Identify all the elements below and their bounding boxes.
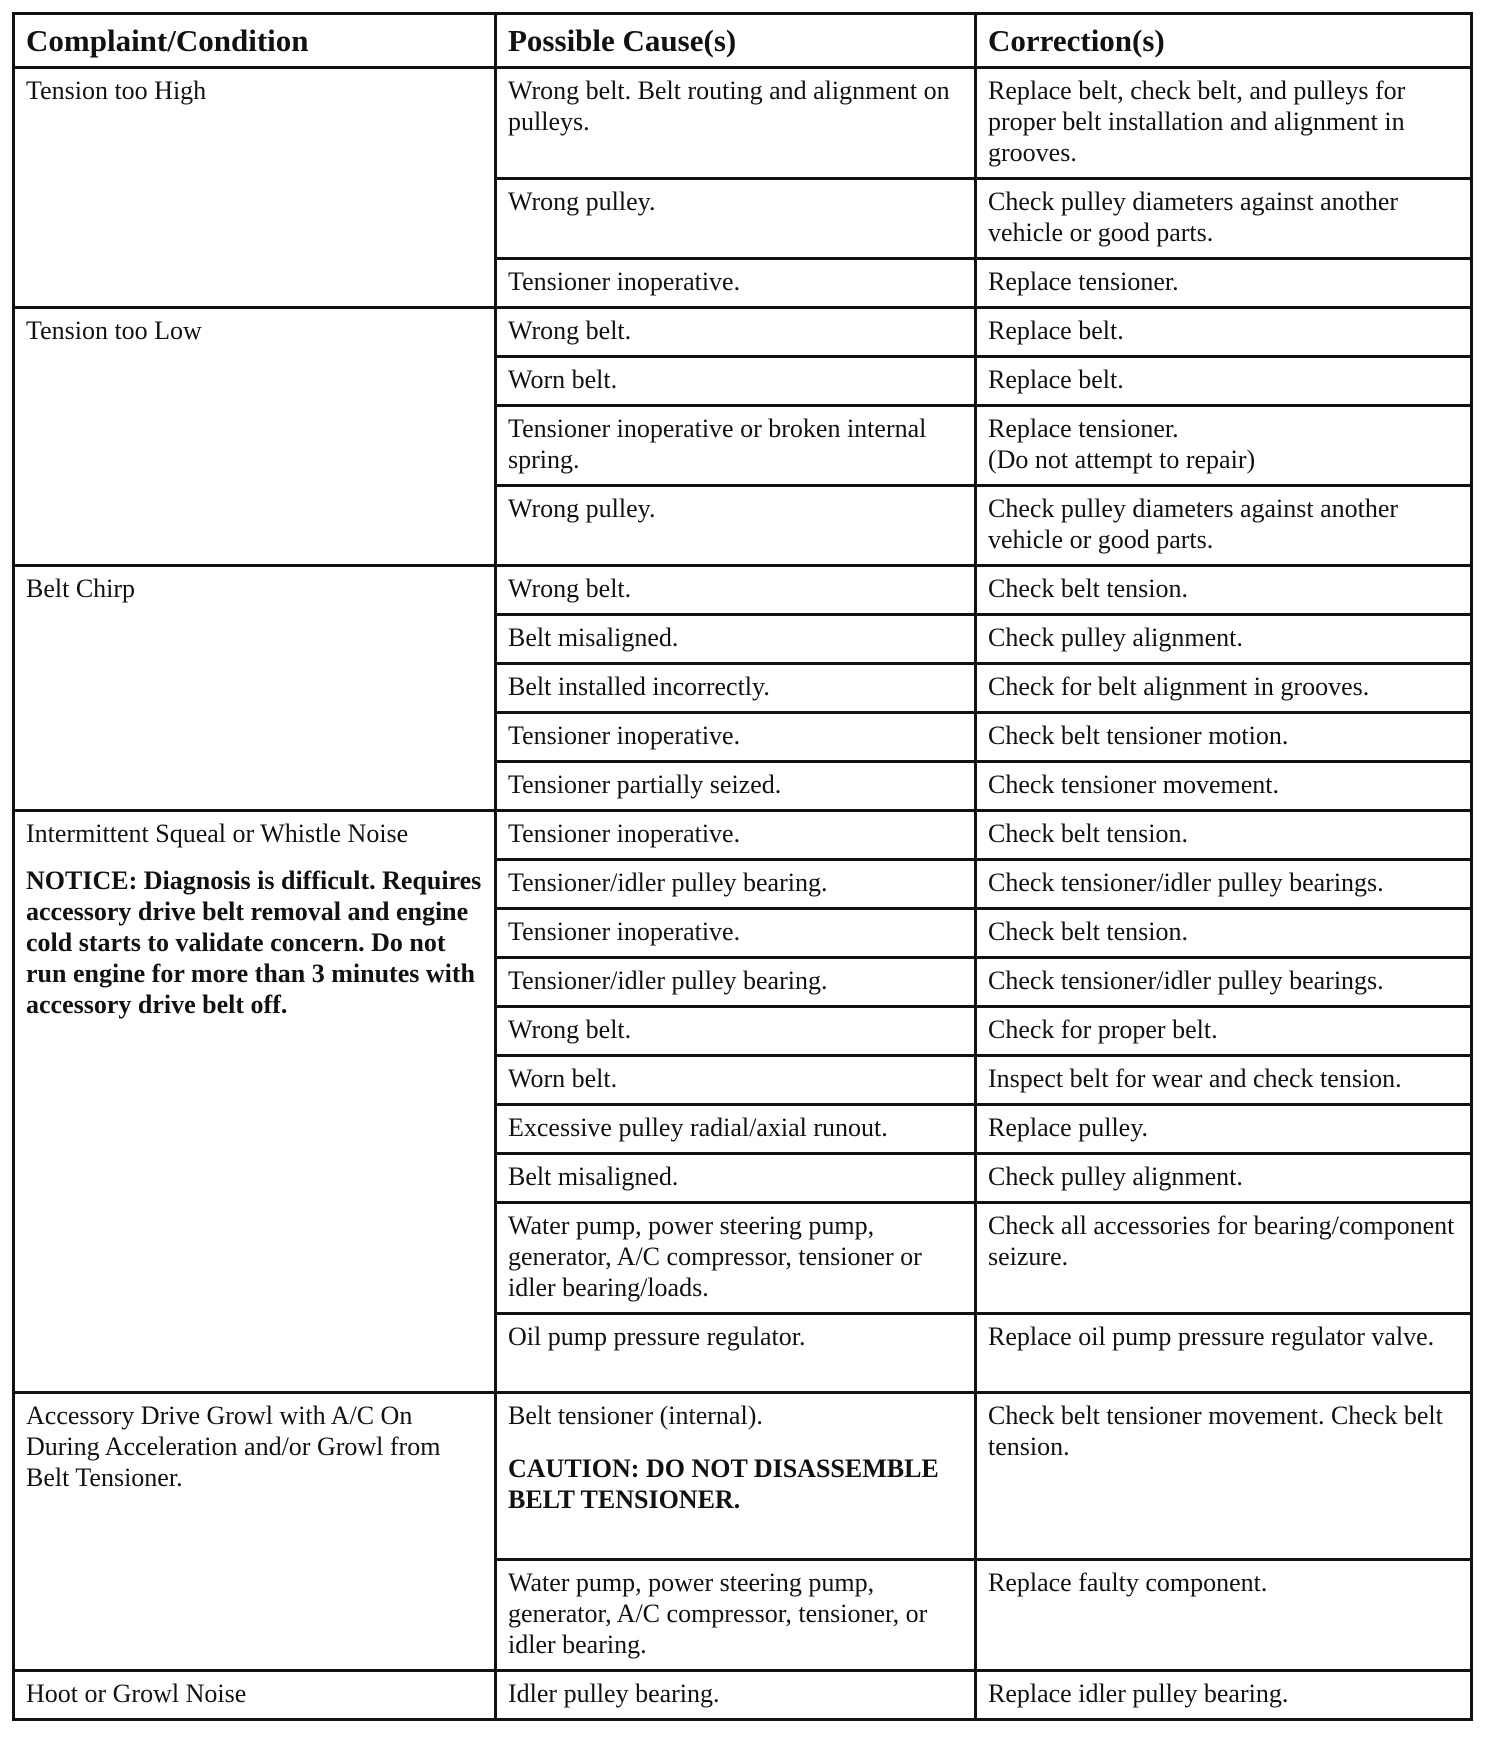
cause-cell: Worn belt.	[496, 1056, 976, 1105]
condition-text: Tension too Low	[26, 316, 202, 345]
correction-cell: Check belt tensioner movement. Check belt tension.	[976, 1393, 1472, 1560]
condition-text: Belt Chirp	[26, 574, 136, 603]
correction-cell: Replace idler pulley bearing.	[976, 1671, 1472, 1720]
cause-cell: Water pump, power steering pump, generator, A/C compressor, tensioner, or idler bearing.	[496, 1560, 976, 1671]
cause-cell: Belt misaligned.	[496, 615, 976, 664]
correction-cell: Check pulley diameters against another vehicle or good parts.	[976, 179, 1472, 259]
cause-cell: Idler pulley bearing.	[496, 1671, 976, 1720]
cause-cell: Tensioner inoperative.	[496, 713, 976, 762]
table-row	[14, 308, 1472, 357]
correction-cell: Replace belt.	[976, 357, 1472, 406]
header-correction: Correction(s)	[976, 14, 1472, 68]
cause-cell: Tensioner/idler pulley bearing.	[496, 958, 976, 1007]
cause-cell	[496, 1393, 976, 1560]
correction-cell: Replace belt.	[976, 308, 1472, 357]
condition-cell: Hoot or Growl Noise	[14, 1671, 496, 1720]
condition-text: Tension too High	[26, 76, 207, 105]
caution-text: CAUTION: DO NOT DISASSEMBLE BELT TENSIONER.	[508, 1454, 939, 1514]
cause-cell: Wrong pulley.	[496, 179, 976, 259]
header-condition: Complaint/Condition	[14, 14, 496, 68]
correction-cell: Check for belt alignment in grooves.	[976, 664, 1472, 713]
cause-cell: Wrong belt. Belt routing and alignment on pulleys.	[496, 68, 976, 179]
cause-cell: Tensioner partially seized.	[496, 762, 976, 811]
cause-cell: Tensioner inoperative.	[496, 811, 976, 860]
table-row	[14, 68, 1472, 179]
correction-cell: Check belt tension.	[976, 909, 1472, 958]
correction-cell: Check tensioner/idler pulley bearings.	[976, 860, 1472, 909]
cause-cell: Tensioner inoperative or broken internal spring.	[496, 406, 976, 486]
notice-text: NOTICE: Diagnosis is difficult. Requires accessory drive belt removal and engine cold starts to validate concern. Do not run engine for more than 3 minutes with accessory drive belt off.	[26, 866, 482, 1019]
cause-cell: Belt misaligned.	[496, 1154, 976, 1203]
correction-cell: Check for proper belt.	[976, 1007, 1472, 1056]
cause-cell: Wrong belt.	[496, 566, 976, 615]
cause-cell: Worn belt.	[496, 357, 976, 406]
correction-cell: Inspect belt for wear and check tension.	[976, 1056, 1472, 1105]
condition-text: Intermittent Squeal or Whistle Noise	[26, 819, 409, 848]
condition-cell	[14, 308, 496, 566]
cause-cell: Belt installed incorrectly.	[496, 664, 976, 713]
condition-cell	[14, 566, 496, 811]
cause-cell: Excessive pulley radial/axial runout.	[496, 1105, 976, 1154]
header-row	[14, 14, 1472, 68]
cause-cell: Wrong belt.	[496, 1007, 976, 1056]
cause-cell: Oil pump pressure regulator.	[496, 1314, 976, 1393]
correction-cell: Check belt tension.	[976, 566, 1472, 615]
cause-cell: Tensioner inoperative.	[496, 259, 976, 308]
cause-cell: Tensioner inoperative.	[496, 909, 976, 958]
correction-cell: Check tensioner movement.	[976, 762, 1472, 811]
diagnosis-table-sheet	[12, 12, 1470, 1721]
correction-cell: Replace tensioner.	[976, 259, 1472, 308]
correction-cell: Replace belt, check belt, and pulleys for proper belt installation and alignment in grooves.	[976, 68, 1472, 179]
correction-cell: Check pulley alignment.	[976, 615, 1472, 664]
correction-cell: Check all accessories for bearing/component seizure.	[976, 1203, 1472, 1314]
correction-cell: Check belt tensioner motion.	[976, 713, 1472, 762]
condition-cell	[14, 811, 496, 1393]
correction-cell: Check pulley alignment.	[976, 1154, 1472, 1203]
condition-text: Accessory Drive Growl with A/C On During Acceleration and/or Growl from Belt Tensioner.	[26, 1401, 441, 1492]
correction-cell: Replace pulley.	[976, 1105, 1472, 1154]
cause-cell: Tensioner/idler pulley bearing.	[496, 860, 976, 909]
correction-cell: Replace faulty component.	[976, 1560, 1472, 1671]
cause-cell: Wrong belt.	[496, 308, 976, 357]
belt-diagnosis-table	[12, 12, 1473, 1721]
table-row	[14, 1671, 1472, 1720]
cause-cell: Wrong pulley.	[496, 486, 976, 566]
table-row	[14, 811, 1472, 860]
correction-cell: Check tensioner/idler pulley bearings.	[976, 958, 1472, 1007]
correction-cell: Replace oil pump pressure regulator valve.	[976, 1314, 1472, 1393]
table-row	[14, 1393, 1472, 1560]
table-row	[14, 566, 1472, 615]
correction-cell: Replace tensioner. (Do not attempt to repair)	[976, 406, 1472, 486]
cause-cell: Water pump, power steering pump, generator, A/C compressor, tensioner or idler bearing/loads.	[496, 1203, 976, 1314]
correction-cell: Check pulley diameters against another vehicle or good parts.	[976, 486, 1472, 566]
header-cause: Possible Cause(s)	[496, 14, 976, 68]
correction-cell: Check belt tension.	[976, 811, 1472, 860]
condition-cell	[14, 1393, 496, 1671]
cause-text: Belt tensioner (internal).	[508, 1401, 763, 1430]
condition-cell	[14, 68, 496, 308]
